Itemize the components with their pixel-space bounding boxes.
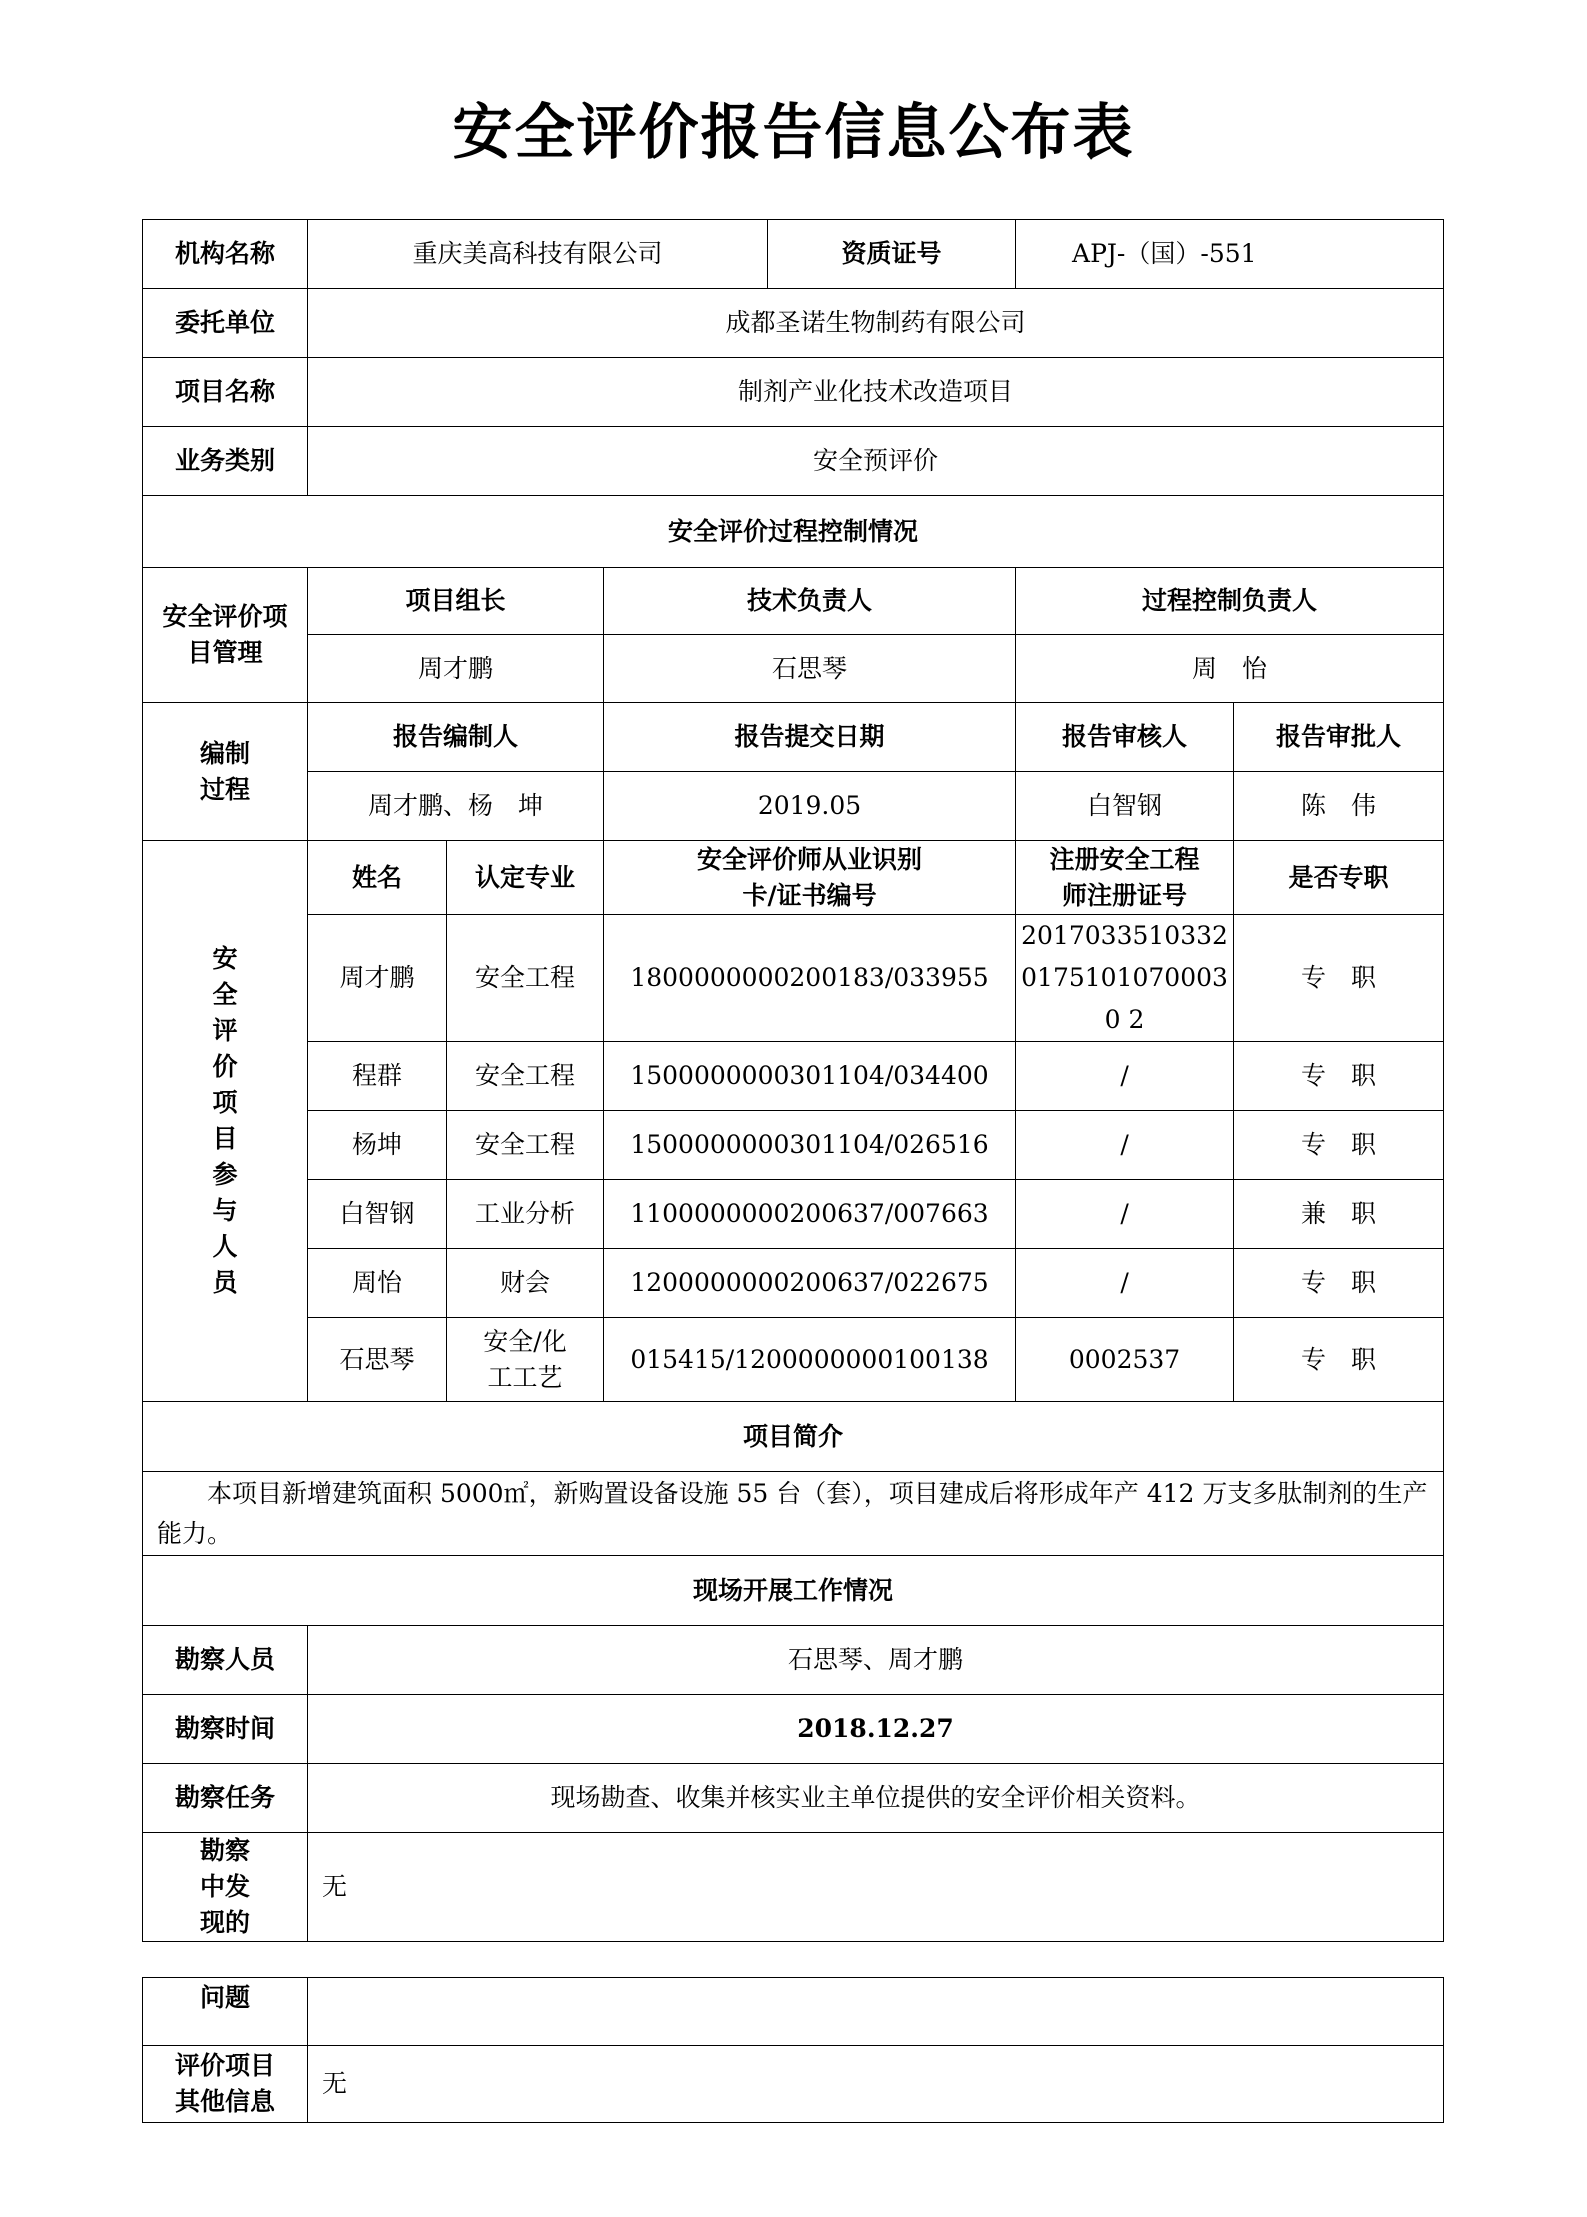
- participant-name: 周才鹏: [308, 915, 447, 1042]
- info-table: [142, 219, 1444, 1942]
- other-info-value: 无: [308, 2046, 1444, 2123]
- org-value: 重庆美高科技有限公司: [308, 220, 768, 289]
- compile-header-reviewer: 报告审核人: [1016, 703, 1234, 772]
- participant-fulltime: 专 职: [1234, 1249, 1444, 1318]
- compile-value-approver: 陈 伟: [1234, 772, 1444, 841]
- participant-card: 1800000000200183/033955: [604, 915, 1016, 1042]
- project-value: 制剂产业化技术改造项目: [308, 358, 1444, 427]
- mgmt-header-tech: 技术负责人: [604, 568, 1016, 635]
- participant-name: 周怡: [308, 1249, 447, 1318]
- participants-header-name: 姓名: [308, 841, 447, 915]
- site-task-label: 勘察任务: [143, 1764, 308, 1833]
- site-found-label-text: 勘察中发现的: [199, 1836, 250, 1937]
- participant-major: 安全工程: [447, 915, 604, 1042]
- participant-reg: [1016, 915, 1234, 1042]
- participant-card: 1100000000200637/007663: [604, 1180, 1016, 1249]
- participant-reg: /: [1016, 1180, 1234, 1249]
- participant-major: 财会: [447, 1249, 604, 1318]
- site-section-title: 现场开展工作情况: [143, 1556, 1444, 1626]
- site-issue-value: [308, 1978, 1444, 2046]
- participants-label-text: 安全评价项目参与人员: [212, 944, 238, 1297]
- intro-text: 本项目新增建筑面积 5000㎡，新购置设备设施 55 台（套），项目建成后将形成年产 412 万支多肽制剂的生产能力。: [143, 1472, 1444, 1556]
- participant-card: 1200000000200637/022675: [604, 1249, 1016, 1318]
- project-label: 项目名称: [143, 358, 308, 427]
- business-label: 业务类别: [143, 427, 308, 496]
- info-table-continued: [142, 1977, 1444, 2123]
- site-staff-value: 石思琴、周才鹏: [308, 1626, 1444, 1695]
- participants-header-fulltime: 是否专职: [1234, 841, 1444, 915]
- participant-name: 石思琴: [308, 1318, 447, 1402]
- mgmt-label-text: 安全评价项目管理: [162, 602, 288, 667]
- mgmt-header-leader: 项目组长: [308, 568, 604, 635]
- compile-value-author: 周才鹏、杨 坤: [308, 772, 604, 841]
- client-value: 成都圣诺生物制药有限公司: [308, 289, 1444, 358]
- compile-label-text: 编制过程: [199, 738, 250, 804]
- participants-header-reg-text: 注册安全工程师注册证号: [1049, 844, 1200, 910]
- participant-major-text: 安全/化工工艺: [483, 1326, 567, 1392]
- mgmt-value-leader: 周才鹏: [308, 635, 604, 703]
- participant-name: 杨坤: [308, 1111, 447, 1180]
- org-label: 机构名称: [143, 220, 308, 289]
- mgmt-header-control: 过程控制负责人: [1016, 568, 1444, 635]
- participant-reg: /: [1016, 1111, 1234, 1180]
- participant-fulltime: 专 职: [1234, 1318, 1444, 1402]
- business-value: 安全预评价: [308, 427, 1444, 496]
- mgmt-value-control: 周 怡: [1016, 635, 1444, 703]
- page-title: 安全评价报告信息公布表: [452, 98, 1135, 168]
- process-section-title: 安全评价过程控制情况: [143, 496, 1444, 568]
- participant-fulltime: 专 职: [1234, 1042, 1444, 1111]
- compile-header-author: 报告编制人: [308, 703, 604, 772]
- participant-major: 安全工程: [447, 1042, 604, 1111]
- participant-card: 1500000000301104/034400: [604, 1042, 1016, 1111]
- cert-label: 资质证号: [768, 220, 1016, 289]
- site-found-label: [143, 1833, 308, 1942]
- compile-header-approver: 报告审批人: [1234, 703, 1444, 772]
- participant-reg-text: 201703351033201751010700030 2: [1021, 921, 1228, 1034]
- participant-name: 白智钢: [308, 1180, 447, 1249]
- site-found-value: 无: [308, 1833, 1444, 1942]
- site-issue-label: 问题: [143, 1978, 308, 2046]
- site-staff-label: 勘察人员: [143, 1626, 308, 1695]
- participant-name: 程群: [308, 1042, 447, 1111]
- participants-header-major: 认定专业: [447, 841, 604, 915]
- site-time-value: 2018.12.27: [308, 1695, 1444, 1764]
- participant-reg: 0002537: [1016, 1318, 1234, 1402]
- compile-value-reviewer: 白智钢: [1016, 772, 1234, 841]
- participant-card: 1500000000301104/026516: [604, 1111, 1016, 1180]
- compile-header-date: 报告提交日期: [604, 703, 1016, 772]
- compile-label: [143, 703, 308, 841]
- compile-value-date: 2019.05: [604, 772, 1016, 841]
- site-task-value: 现场勘查、收集并核实业主单位提供的安全评价相关资料。: [308, 1764, 1444, 1833]
- client-label: 委托单位: [143, 289, 308, 358]
- participant-fulltime: 专 职: [1234, 915, 1444, 1042]
- mgmt-value-tech: 石思琴: [604, 635, 1016, 703]
- participants-header-card: [604, 841, 1016, 915]
- mgmt-label: [143, 568, 308, 703]
- participant-reg: /: [1016, 1249, 1234, 1318]
- participant-major: 安全工程: [447, 1111, 604, 1180]
- participant-reg: /: [1016, 1042, 1234, 1111]
- participant-major: 工业分析: [447, 1180, 604, 1249]
- participant-card: 015415/1200000000100138: [604, 1318, 1016, 1402]
- participant-major: [447, 1318, 604, 1402]
- participants-label: [143, 841, 308, 1402]
- intro-section-title: 项目简介: [143, 1402, 1444, 1472]
- participant-fulltime: 兼 职: [1234, 1180, 1444, 1249]
- other-info-label-text: 评价项目其他信息: [174, 2051, 275, 2116]
- other-info-label: [143, 2046, 308, 2123]
- site-time-label: 勘察时间: [143, 1695, 308, 1764]
- participants-header-reg: [1016, 841, 1234, 915]
- cert-value: APJ-（国）-551: [1016, 220, 1444, 289]
- participant-fulltime: 专 职: [1234, 1111, 1444, 1180]
- participants-header-card-text: 安全评价师从业识别卡/证书编号: [697, 844, 923, 910]
